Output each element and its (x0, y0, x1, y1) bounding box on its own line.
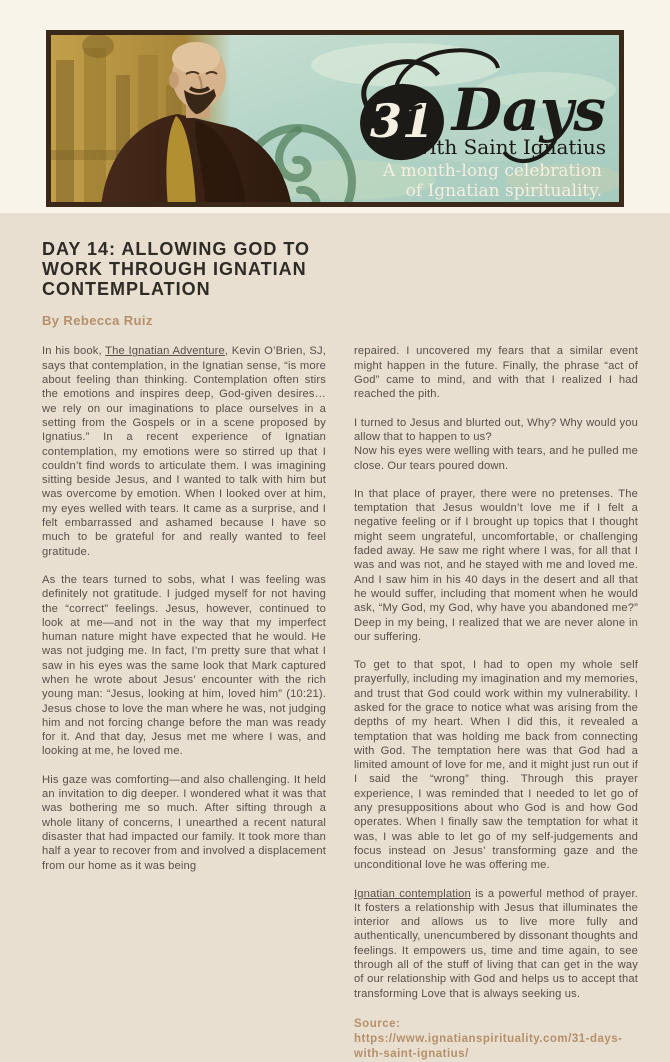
banner-tagline (382, 161, 602, 201)
header-band (0, 0, 670, 213)
logo-subtitle: with Saint Ignatius (412, 135, 606, 159)
banner-image (46, 30, 624, 207)
article-paragraph (42, 773, 326, 873)
paragraph-text: As the tears turned to sobs, what I was feeling was definitely not gratitude. I judged myself for not having the “correct” feelings. Jesus, however, continued to look at me—and not in the way that my imperfect human nature might have expected that he would. He was not judging me. In fact, I’m pretty sure that what I saw in his eyes was the same look that Mark captured when he wrote about Jesus’ encounter with the rich young man: “Jesus, looking at him, loved him” (10:21). Jesus chose to love the man where he was, not judging him and not forcing change before the man was ready for it. And that day, Jesus met me where I was, and looking at me, he loved me. (42, 573, 326, 758)
left-column (42, 344, 326, 1061)
logo-title: Days (451, 76, 606, 144)
article-paragraph (354, 416, 638, 473)
logo-number: 31 (369, 94, 435, 148)
paragraph-text: His gaze was comforting—and also challenging. It held an invitation to dig deeper. I wondered what it was that was bothering me so much. After sifting through a whole litany of concerns, I unearthed a recent natural disaster that had impacted our family. It took more than half a year to recover from and involved a displacement from our home as it was being (42, 773, 326, 872)
paragraph-text: In his book, (42, 345, 106, 358)
article-paragraph (354, 887, 638, 1001)
paragraph-text: repaired. I uncovered my fears that a similar event might happen in the future. Finally, the phrase “act of God” came to mind, and with that I realized I had reached the pith. (354, 345, 638, 401)
paragraph-text: I turned to Jesus and blurted out, Why? Why would you allow that to happen to us? (354, 416, 638, 443)
article-paragraph (42, 344, 326, 558)
page-title: DAY 14: ALLOWING GOD TO WORK THROUGH IGNATIAN CONTEMPLATION (42, 239, 311, 300)
paragraph-text: In that place of prayer, there were no pretenses. The temptation that Jesus wouldn’t love me if I felt a negative feeling or if I brought up topics that I thought might seem ungrateful, uncomfortable, or challenging faded away. He saw me right where I was, for all that I was and was not, and he stayed with me and loved me. And I saw him in his 40 days in the desert and all that he would suffer, including that moment when he would ask, “My God, my God, why have you abandoned me?” Deep in my being, I realized that we are never alone in our suffering. (354, 487, 638, 643)
tagline-line1: A month-long celebration (382, 161, 602, 181)
article-paragraph (354, 658, 638, 872)
article-paragraph (354, 487, 638, 644)
byline: By Rebecca Ruiz (42, 313, 153, 329)
paragraph-text: is a powerful method of prayer. It fosters a relationship with Jesus that illuminates the interior and allows us to live more fully and authentically, unencumbered by dissonant thoughts and feelings. It empowers us, time and time again, to see through all of the stuff of living that can get in the way of our relationship with God and helps us to accept that transforming Love that is always seeking us. (354, 887, 639, 1000)
article-content (0, 213, 670, 1062)
article-paragraph (42, 573, 326, 759)
paragraph-text: To get to that spot, I had to open my whole self prayerfully, including my imagination and my memories, and trust that God could work within my vulnerability. I asked for the grace to notice what was arising from the depths of my heart. When I did this, it revealed a temptation that was holding me back from connecting with God. The temptation here was that God had a limited amount of love for me, and it might just run out if I said the “wrong” thing. Through this prayer experience, I was reminded that I needed to let go of any presuppositions about who God is and how God operates. When I finally saw the temptation for what it was, I was able to let go of my self-judgements and focus instead on Jesus’ transforming gaze and the unconditional love he was offering me. (354, 659, 638, 872)
banner-illustration (46, 30, 624, 207)
right-column (354, 344, 638, 1061)
source-label: Source: (354, 1017, 401, 1030)
underlined-link-text[interactable]: Ignatian contemplation (354, 887, 471, 900)
paragraph-text: Now his eyes were welling with tears, and he pulled me close. Our tears poured down. (354, 445, 638, 472)
right-column-paragraphs (354, 344, 638, 1000)
paragraph-text: , Kevin O’Brien, SJ, says that contemplation, in the Ignatian sense, “is more about feeling than thinking. Contemplation often stirs the emotions and inspires deep, God-given desires…we rely on our imaginations to place ourselves in a setting from the Gospels or in a scene proposed by Ignatius.” In a recent experience of Ignatian contemplation, my emotions were so stirred up that I couldn’t find words to articulate them. I was imagining sitting beside Jesus, and I wanted to talk with him but was overcome by emotion. When I looked over at him, my eyes welled with tears. It came as a surprise, and I felt embarrassed and ashamed because I have so much to be grateful for and really wanted to feel gratitude. (42, 345, 326, 558)
article-paragraph (354, 344, 638, 401)
article-columns (42, 344, 638, 1061)
source-url[interactable]: https://www.ignatianspirituality.com/31-days-with-saint-ignatius/ (354, 1032, 623, 1060)
tagline-line2: of Ignatian spirituality. (405, 181, 602, 201)
underlined-link-text[interactable]: The Ignatian Adventure (105, 345, 225, 358)
